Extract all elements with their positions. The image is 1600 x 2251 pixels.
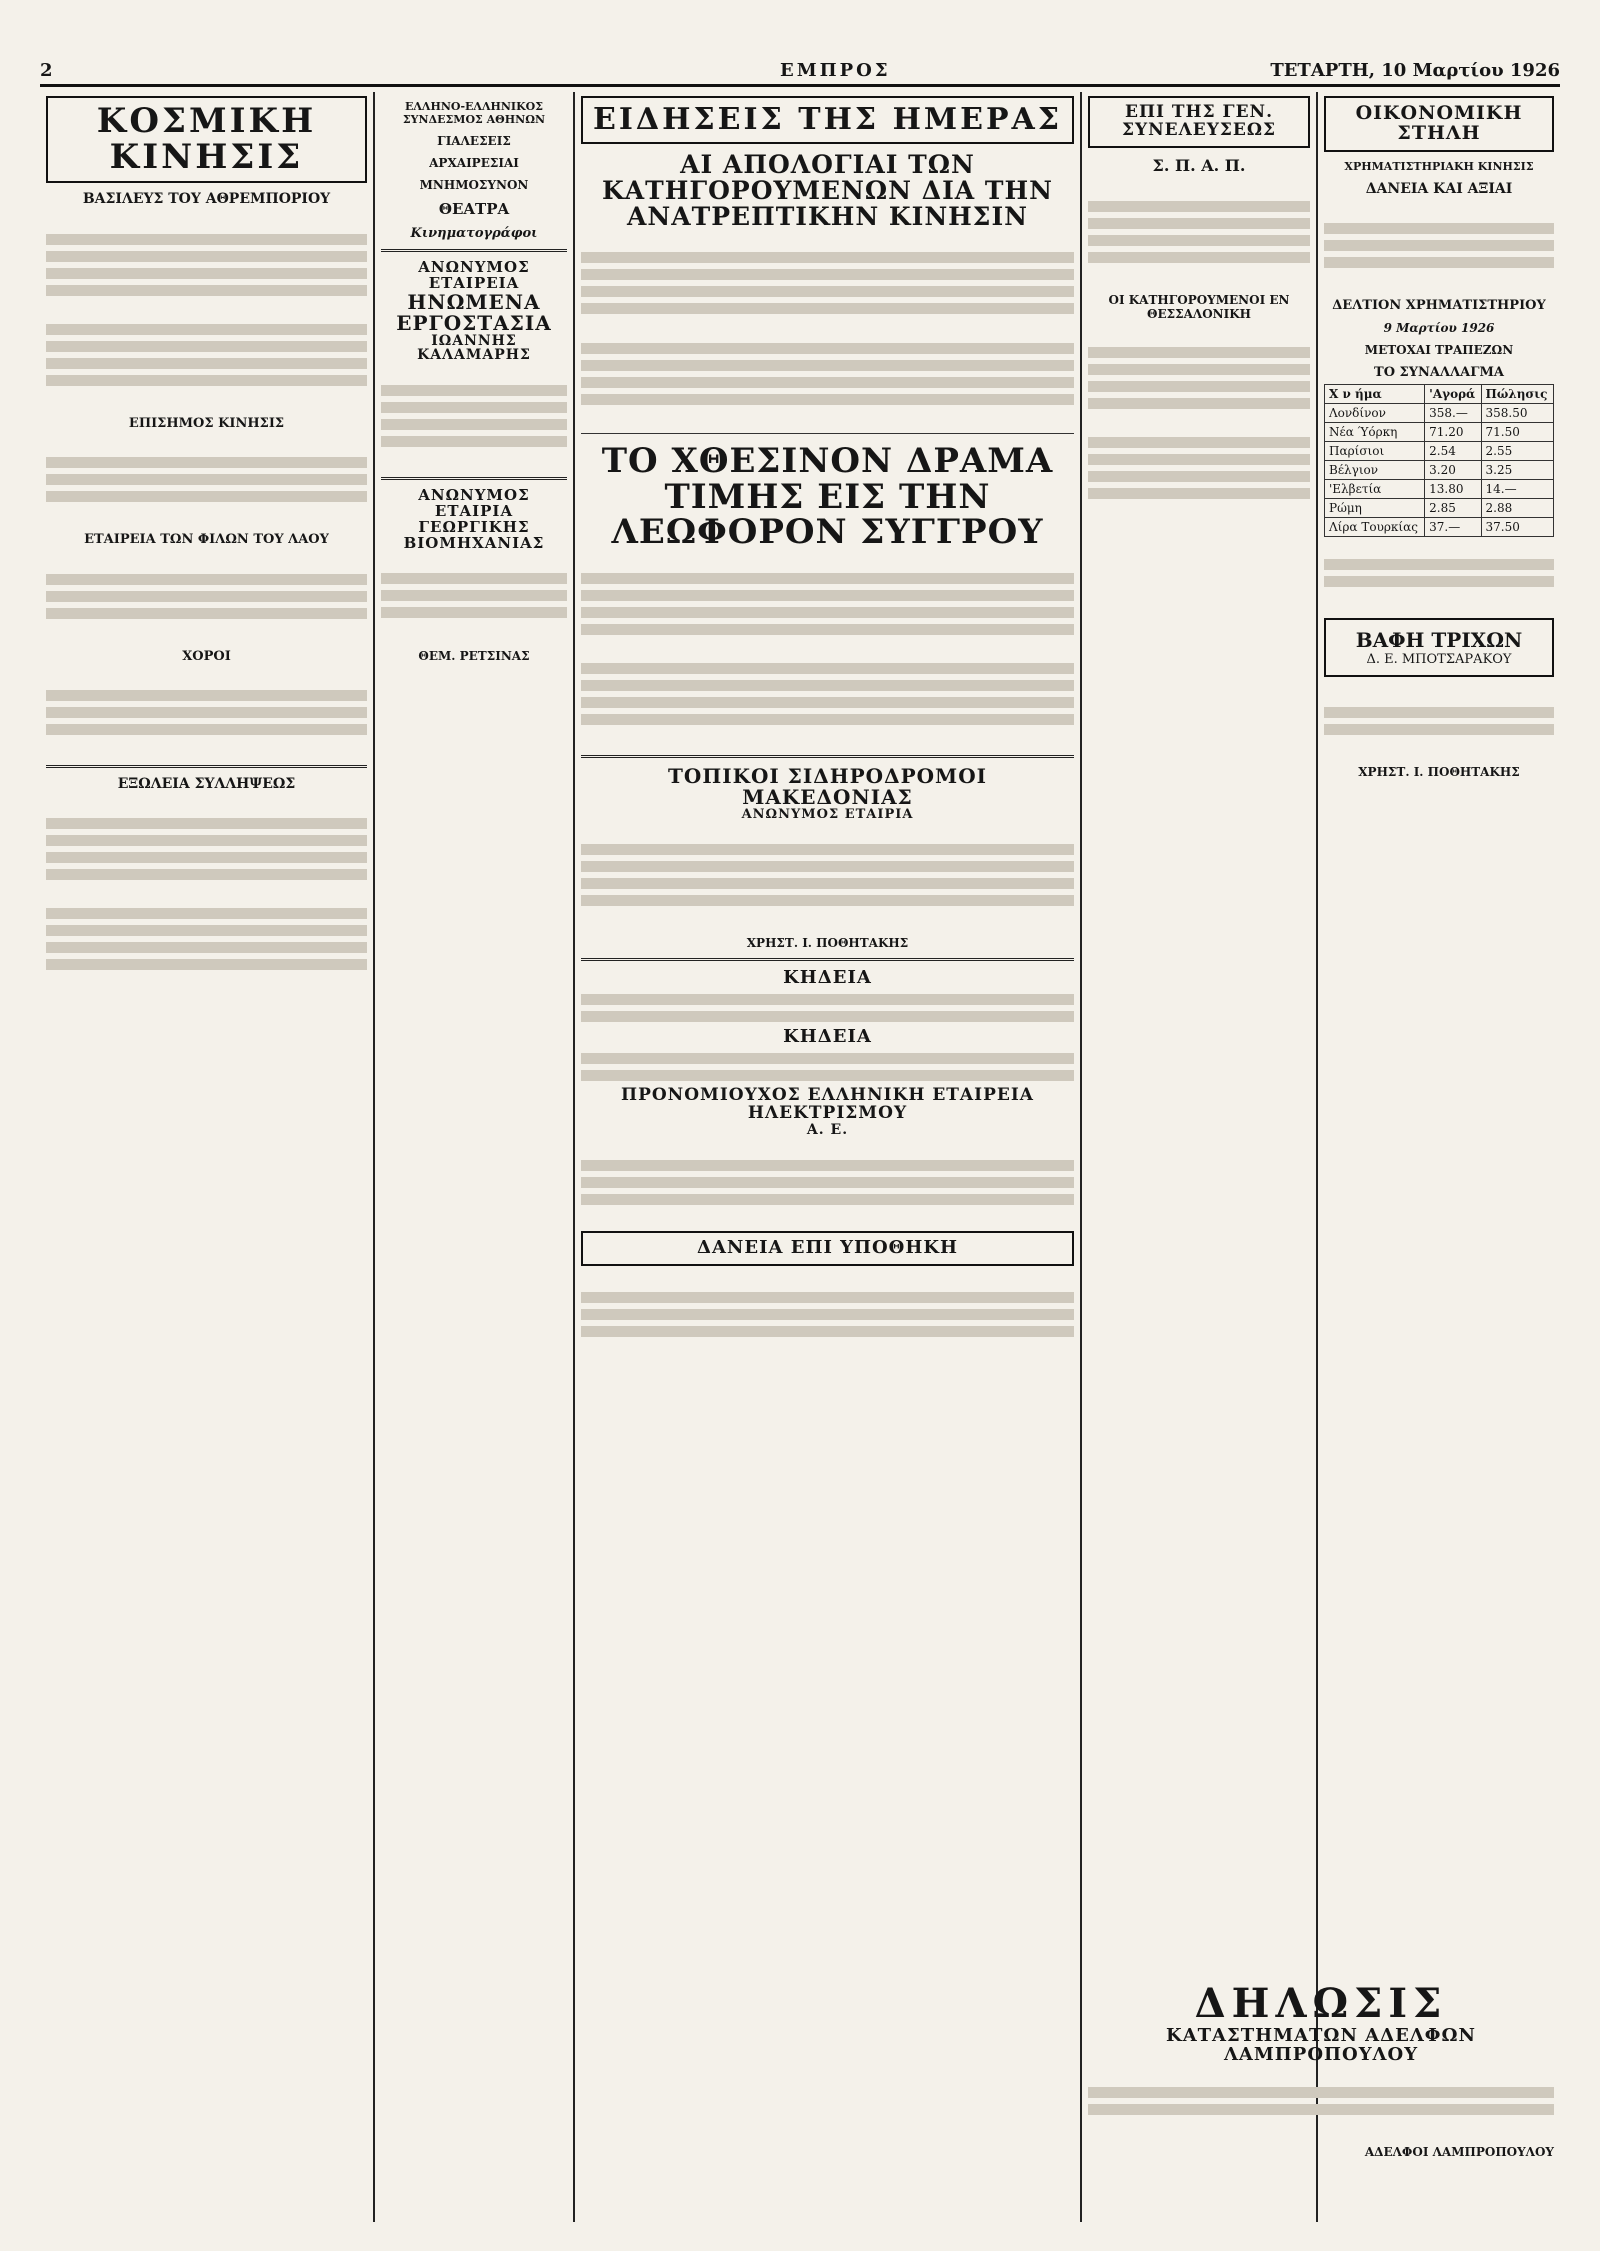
article-body: [1088, 179, 1310, 285]
section-title: ΟΙΚΟΝΟΜΙΚΗ ΣΤΗΛΗ: [1324, 96, 1554, 152]
ad-body: [581, 1053, 1074, 1081]
subheading: ΑΡΧΑΙΡΕΣΙΑΙ: [429, 156, 519, 170]
section-title: ΕΙΔΗΣΕΙΣ ΤΗΣ ΗΜΕΡΑΣ: [581, 96, 1074, 144]
table-row: [1325, 499, 1554, 518]
ad-body: [381, 551, 567, 640]
headline: ΤΟ ΧΘΕΣΙΝΟΝ ΔΡΑΜΑ ΤΙΜΗΣ ΕΙΣ ΤΗΝ ΛΕΩΦΟΡΟΝ ΣΥΓΓΡΟΥ: [601, 440, 1054, 553]
ad-title: ΠΡΟΝΟΜΙΟΥΧΟΣ ΕΛΛΗΝΙΚΗ ΕΤΑΙΡΕΙΑ ΗΛΕΚΤΡΙΣΜΟΥ: [621, 1085, 1034, 1124]
ad-subtitle: ΚΑΤΑΣΤΗΜΑΤΩΝ ΑΔΕΛΦΩΝ ΛΑΜΠΡΟΠΟΥΛΟΥ: [1166, 2025, 1476, 2065]
ad-signature: ΑΔΕΛΦΟΙ ΛΑΜΠΡΟΠΟΥΛΟΥ: [1364, 2145, 1554, 2160]
article-body: [1324, 537, 1554, 609]
article-body: [581, 230, 1074, 427]
table-cell: 14.—: [1481, 480, 1553, 499]
article-body: [46, 668, 367, 757]
table-cell: 2.55: [1481, 442, 1553, 461]
table-cell: Βέλγιον: [1325, 461, 1425, 480]
article-body: [46, 435, 367, 524]
subheading: ΧΟΡΟΙ: [182, 648, 231, 664]
table-cell: 13.80: [1425, 480, 1481, 499]
news-column: [575, 92, 1080, 1359]
assembly-column: [1082, 92, 1316, 522]
ad-body: [381, 363, 567, 469]
table-row: [1325, 404, 1554, 423]
ad-body: [581, 822, 1074, 928]
subheading: ΜΝΗΜΟΣΥΝΟΝ: [419, 178, 529, 192]
article-body: [1324, 201, 1554, 290]
ad-subtitle: Α. Ε.: [806, 1121, 849, 1138]
table-cell: 358.—: [1425, 404, 1481, 423]
headline: ΑΙ ΑΠΟΛΟΓΙΑΙ ΤΩΝ ΚΑΤΗΓΟΡΟΥΜΕΝΩΝ ΔΙΑ ΤΗΝ ΑΝΑΤΡΕΠΤΙΚΗΝ ΚΙΝΗΣΙΝ: [602, 149, 1053, 231]
ad-title: ΑΝΩΝΥΜΟΣ ΕΤΑΙΡΕΙΑ: [418, 258, 530, 292]
ad-body: [1088, 2065, 1554, 2137]
subheading: ΓΙΑΛΕΣΕΙΣ: [437, 134, 511, 148]
ad-body: [581, 994, 1074, 1022]
subheading: ΧΡΗΜΑΤΙΣΤΗΡΙΑΚΗ ΚΙΝΗΣΙΣ: [1344, 159, 1534, 173]
table-cell: Λονδίνον: [1325, 404, 1425, 423]
table-cell: Λίρα Τουρκίας: [1325, 518, 1425, 537]
table-cell: 37.50: [1481, 518, 1553, 537]
table-cell: 37.—: [1425, 518, 1481, 537]
table-cell: Νέα Ύόρκη: [1325, 423, 1425, 442]
section-title: ΚΟΣΜΙΚΗ ΚΙΝΗΣΙΣ: [46, 96, 367, 183]
table-row: [1325, 518, 1554, 537]
article-body: [1324, 685, 1554, 757]
declaration-ad: [1082, 1980, 1560, 2163]
article-body: [581, 551, 1074, 748]
ad-title: ΗΝΩΜΕΝΑ ΕΡΓΟΣΤΑΣΙΑ: [396, 289, 552, 335]
table-cell: Ρώμη: [1325, 499, 1425, 518]
section-title: ΕΠΙ ΤΗΣ ΓΕΝ. ΣΥΝΕΛΕΥΣΕΩΣ: [1088, 96, 1310, 148]
exchange-table: [1324, 384, 1554, 537]
subheading: ΕΞΩΛΕΙΑ ΣΥΛΛΗΨΕΩΣ: [117, 776, 296, 793]
ad-subtitle: Δ. Ε. ΜΠΟΤΣΑΡΑΚΟΥ: [1366, 651, 1512, 667]
table-header: 'Αγορά: [1425, 385, 1481, 404]
table-header: Πώλησις: [1481, 385, 1553, 404]
ad-body: [581, 1270, 1074, 1359]
masthead: [40, 58, 1560, 87]
table-header: Χ ν ήμα: [1325, 385, 1425, 404]
ad-signature: ΘΕΜ. ΡΕΤΣΙΝΑΣ: [418, 648, 530, 663]
ad-title: ΒΑΦΗ ΤΡΙΧΩΝ: [1355, 627, 1523, 652]
subheading: ΒΑΣΙΛΕΥΣ ΤΟΥ ΑΘΡΕΜΠΟΡΙΟΥ: [82, 191, 331, 208]
ad-subtitle: ΑΝΩΝΥΜΟΣ ΕΤΑΙΡΙΑ: [741, 807, 914, 823]
subheading: ΔΕΛΤΙΟΝ ΧΡΗΜΑΤΙΣΤΗΡΙΟΥ: [1332, 298, 1546, 314]
subheading: ΜΕΤΟΧΑΙ ΤΡΑΠΕΖΩΝ: [1364, 343, 1514, 358]
subheading: Κινηματογράφοι: [410, 226, 538, 241]
table-cell: 'Ελβετία: [1325, 480, 1425, 499]
table-row: [1325, 480, 1554, 499]
table-cell: 2.88: [1481, 499, 1553, 518]
table-cell: Παρίσιοι: [1325, 442, 1425, 461]
ad-signature: ΧΡΗΣΤ. Ι. ΠΟΘΗΤΑΚΗΣ: [746, 936, 909, 951]
ad-title: ΚΗΔΕΙΑ: [783, 1026, 872, 1048]
economy-column: [1318, 92, 1560, 783]
ad-title: ΤΟΠΙΚΟΙ ΣΙΔΗΡΟΔΡΟΜΟΙ ΜΑΚΕΔΟΝΙΑΣ: [668, 764, 987, 810]
table-cell: 2.54: [1425, 442, 1481, 461]
ad-signature: ΧΡΗΣΤ. Ι. ΠΟΘΗΤΑΚΗΣ: [1358, 765, 1520, 779]
article-body: [1088, 325, 1310, 522]
notices-column: [375, 92, 573, 667]
ad-title: ΔΑΝΕΙΑ ΕΠΙ ΥΠΟΘΗΚΗ: [581, 1231, 1074, 1266]
article-body: [46, 551, 367, 640]
hair-dye-ad: [1324, 618, 1554, 677]
ad-title: ΑΝΩΝΥΜΟΣ ΕΤΑΙΡΙΑ ΓΕΩΡΓΙΚΗΣ ΒΙΟΜΗΧΑΝΙΑΣ: [403, 486, 545, 552]
subheading: ΤΟ ΣΥΝΑΛΛΑΓΜΑ: [1374, 365, 1504, 381]
table-row: [1325, 442, 1554, 461]
table-cell: 358.50: [1481, 404, 1553, 423]
article-body: [46, 796, 367, 993]
table-row: [1325, 423, 1554, 442]
table-cell: 2.85: [1425, 499, 1481, 518]
table-cell: 71.20: [1425, 423, 1481, 442]
subheading: ΕΤΑΙΡΕΙΑ ΤΩΝ ΦΙΛΩΝ ΤΟΥ ΛΑΟΥ: [84, 532, 329, 548]
ad-subtitle: ΙΩΑΝΝΗΣ ΚΑΛΑΜΑΡΗΣ: [417, 332, 531, 364]
table-cell: 71.50: [1481, 423, 1553, 442]
page-number: 2: [40, 60, 53, 81]
subheading: Σ. Π. Α. Π.: [1152, 155, 1246, 175]
subheading: ΕΛΛΗΝΟ-ΕΛΛΗΝΙΚΟΣ ΣΥΝΔΕΣΜΟΣ ΑΘΗΝΩΝ: [402, 100, 546, 126]
table-row: [1325, 461, 1554, 480]
subheading: ΘΕΑΤΡΑ: [438, 200, 510, 218]
ad-title: ΔΗΛΩΣΙΣ: [1194, 1980, 1448, 2027]
subheading: ΟΙ ΚΑΤΗΓΟΡΟΥΜΕΝΟΙ ΕΝ ΘΕΣΣΑΛΟΝΙΚΗ: [1108, 293, 1290, 322]
issue-date: ΤΕΤΑΡΤΗ, 10 Μαρτίου 1926: [1270, 60, 1560, 81]
subheading: ΔΑΝΕΙΑ ΚΑΙ ΑΞΙΑΙ: [1365, 180, 1513, 197]
subheading: ΕΠΙΣΗΜΟΣ ΚΙΝΗΣΙΣ: [128, 415, 285, 431]
article-body: [46, 211, 367, 408]
paper-name: ΕΜΠΡΟΣ: [780, 60, 891, 81]
table-cell: 3.20: [1425, 461, 1481, 480]
ad-title: ΚΗΔΕΙΑ: [783, 967, 872, 989]
ad-body: [581, 1138, 1074, 1227]
social-column: [40, 92, 373, 993]
bulletin-date: 9 Μαρτίου 1926: [1383, 321, 1495, 336]
table-cell: 3.25: [1481, 461, 1553, 480]
